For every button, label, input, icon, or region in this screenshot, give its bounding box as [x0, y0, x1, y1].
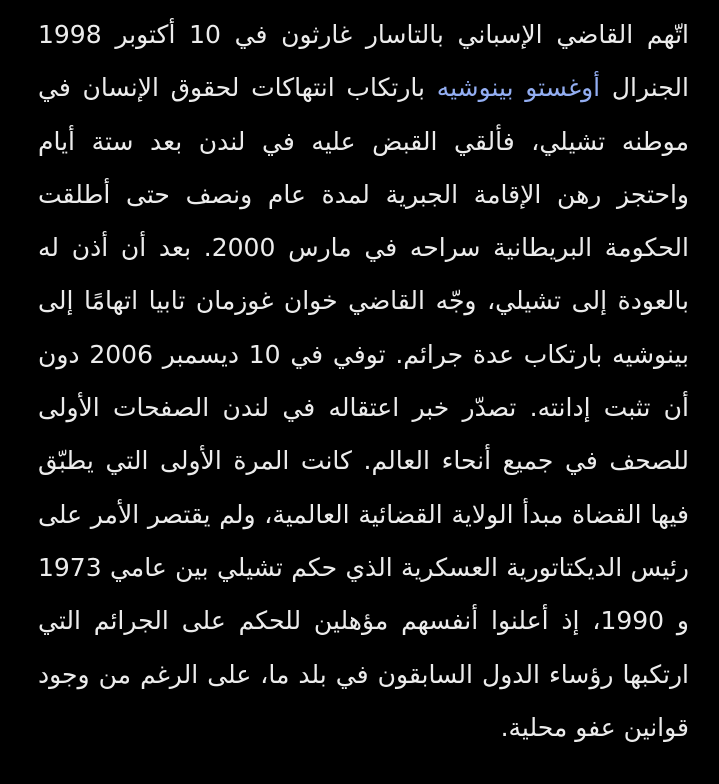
paragraph-text-start: اتّهم القاضي الإسباني بالتاسار غارثون في 10 أكتوبر 1998 الجنرال [38, 20, 690, 103]
pinochet-link[interactable]: أوغستو بينوشيه [436, 73, 601, 103]
article-paragraph [38, 0, 689, 754]
paragraph-text-end: بارتكاب انتهاكات لحقوق الإنسان في موطنه تشيلي، فألقي القبض عليه في لندن بعد ستة أيام واحتجز رهن الإقامة الجبرية لمدة عام ونصف حتى أطلقت الحكومة البريطانية سراحه في مارس 2000. بعد أن أذن له بالعودة إلى تشيلي، وجّه القاضي خوان غوزمان تابيا اتهامًا إلى بينوشيه بارتكاب عدة جرائم. توفي في 10 ديسمبر 2006 دون أن تثبت إدانته. تصدّر خبر اعتقاله في لندن الصفحات الأولى للصحف في جميع أنحاء العالم. كانت المرة الأولى التي يطبّق فيها القضاة مبدأ الولاية القضائية العالمية، ولم يقتصر الأمر على رئيس الديكتاتورية العسكرية الذي حكم تشيلي بين عامي 1973 و 1990، إذ أعلنوا أنفسهم مؤهلين للحكم على الجرائم التي ارتكبها رؤساء الدول السابقون في بلد ما، على الرغم من وجود قوانين عفو محلية. [38, 73, 690, 742]
